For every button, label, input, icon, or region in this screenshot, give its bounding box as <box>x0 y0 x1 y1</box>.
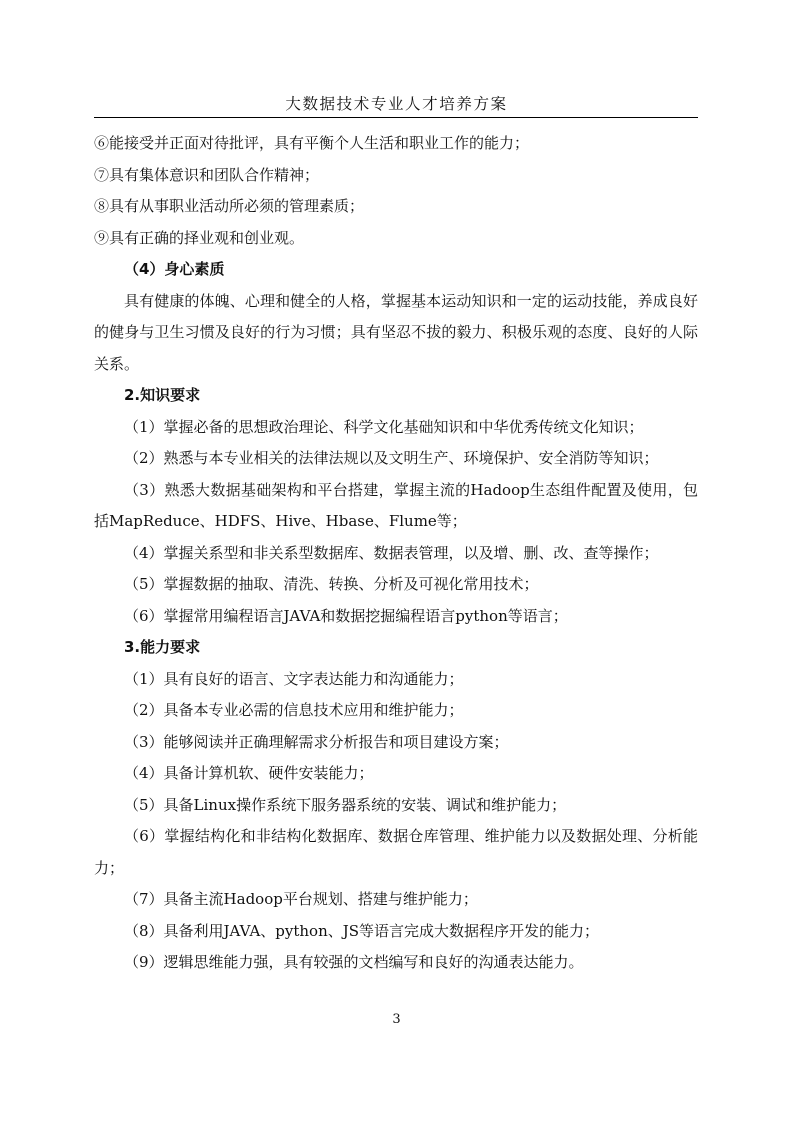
page-header-title: 大数据技术专业人才培养方案 <box>285 95 508 113</box>
ability-item: （6）掌握结构化和非结构化数据库、数据仓库管理、维护能力以及数据处理、分析能力； <box>94 827 698 877</box>
quality-item: ⑧具有从事职业活动所必须的管理素质； <box>94 197 365 215</box>
ability-item: （7）具备主流Hadoop平台规划、搭建与维护能力； <box>124 890 478 908</box>
physical-mental-paragraph: 具有健康的体魄、心理和健全的人格，掌握基本运动知识和一定的运动技能，养成良好的健身与卫生习惯及良好的行为习惯；具有坚忍不拔的毅力、积极乐观的态度、良好的人际关系。 <box>94 291 698 373</box>
knowledge-item: （1）掌握必备的思想政治理论、科学文化基础知识和中华优秀传统文化知识； <box>124 417 644 436</box>
quality-item: ⑥能接受并正面对待批评，具有平衡个人生活和职业工作的能力； <box>94 134 530 152</box>
quality-item: ⑦具有集体意识和团队合作精神； <box>94 165 320 184</box>
ability-item: （3）能够阅读并正确理解需求分析报告和项目建设方案； <box>124 732 509 751</box>
section-heading-knowledge: 2.知识要求 <box>124 386 201 404</box>
knowledge-item: （5）掌握数据的抽取、清洗、转换、分析及可视化常用技术； <box>124 575 539 593</box>
knowledge-item: （6）掌握常用编程语言JAVA和数据挖掘编程语言python等语言； <box>124 606 568 625</box>
ability-item: （1）具有良好的语言、文字表达能力和沟通能力； <box>124 669 464 688</box>
ability-item: （2）具备本专业必需的信息技术应用和维护能力； <box>124 701 464 719</box>
knowledge-item: （4）掌握关系型和非关系型数据库、数据表管理，以及增、删、改、查等操作； <box>124 543 659 562</box>
document-body <box>94 128 698 979</box>
section-heading-ability: 3.能力要求 <box>124 638 201 656</box>
ability-item: （8）具备利用JAVA、python、JS等语言完成大数据程序开发的能力； <box>124 921 600 940</box>
ability-item: （4）具备计算机软、硬件安装能力； <box>124 764 374 782</box>
ability-item: （9）逻辑思维能力强，具有较强的文档编写和良好的沟通表达能力。 <box>124 953 584 971</box>
knowledge-item: （3）熟悉大数据基础架构和平台搭建，掌握主流的Hadoop生态组件配置及使用，包括MapReduce、HDFS、Hive、Hbase、Flume等； <box>94 480 698 530</box>
ability-item: （5）具备Linux操作系统下服务器系统的安装、调试和维护能力； <box>124 795 567 814</box>
page-number: 3 <box>392 1012 401 1027</box>
section-heading-physical-mental: （4）身心素质 <box>124 260 225 278</box>
quality-item: ⑨具有正确的择业观和创业观。 <box>94 228 305 247</box>
knowledge-item: （2）熟悉与本专业相关的法律法规以及文明生产、环境保护、安全消防等知识； <box>124 449 659 467</box>
header-divider <box>94 117 698 118</box>
